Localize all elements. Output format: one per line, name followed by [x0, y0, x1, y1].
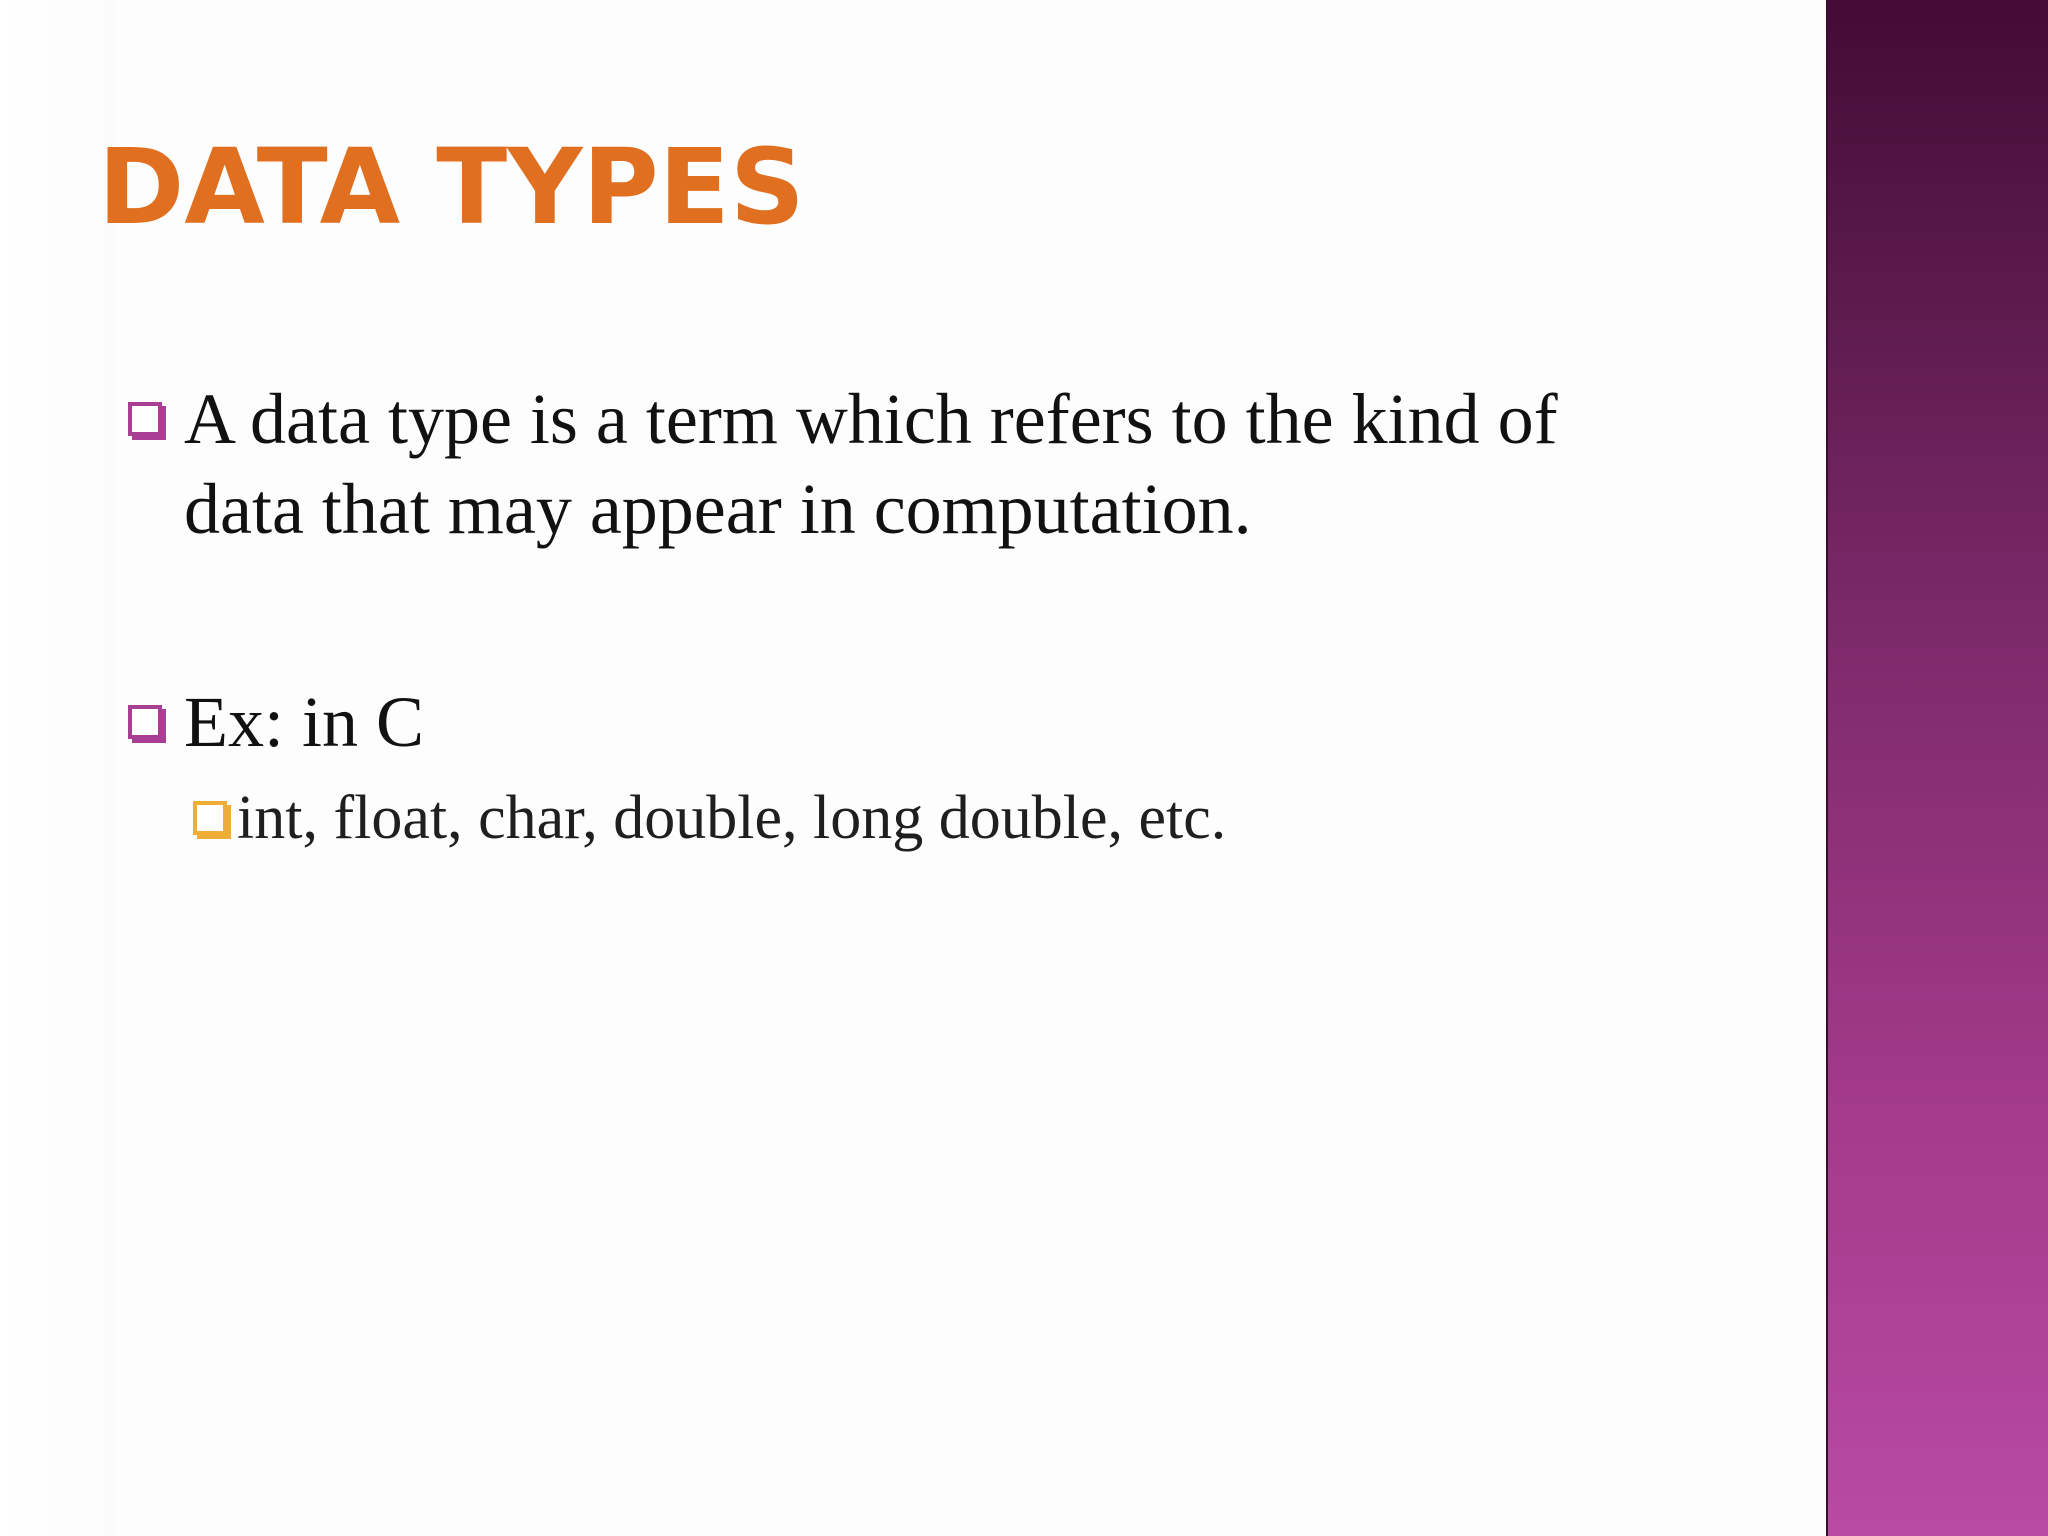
- square-bullet-icon: [128, 705, 162, 739]
- slide-side-band: [1826, 0, 2048, 1536]
- bullet-2-sub-1-text: int, float, char, double, long double, etc.: [237, 784, 1227, 852]
- square-bullet-icon: [128, 402, 162, 436]
- bullet-2-text: Ex: in C: [184, 682, 425, 762]
- bullet-2-sub-1: [193, 776, 1393, 860]
- bullet-2: [128, 677, 928, 767]
- slide-title: DATA TYPES: [98, 126, 805, 248]
- square-bullet-icon: [193, 801, 227, 835]
- bullet-1-text: A data type is a term which refers to the kind of data that may appear in computation.: [184, 379, 1558, 549]
- bullet-1: [128, 374, 1738, 554]
